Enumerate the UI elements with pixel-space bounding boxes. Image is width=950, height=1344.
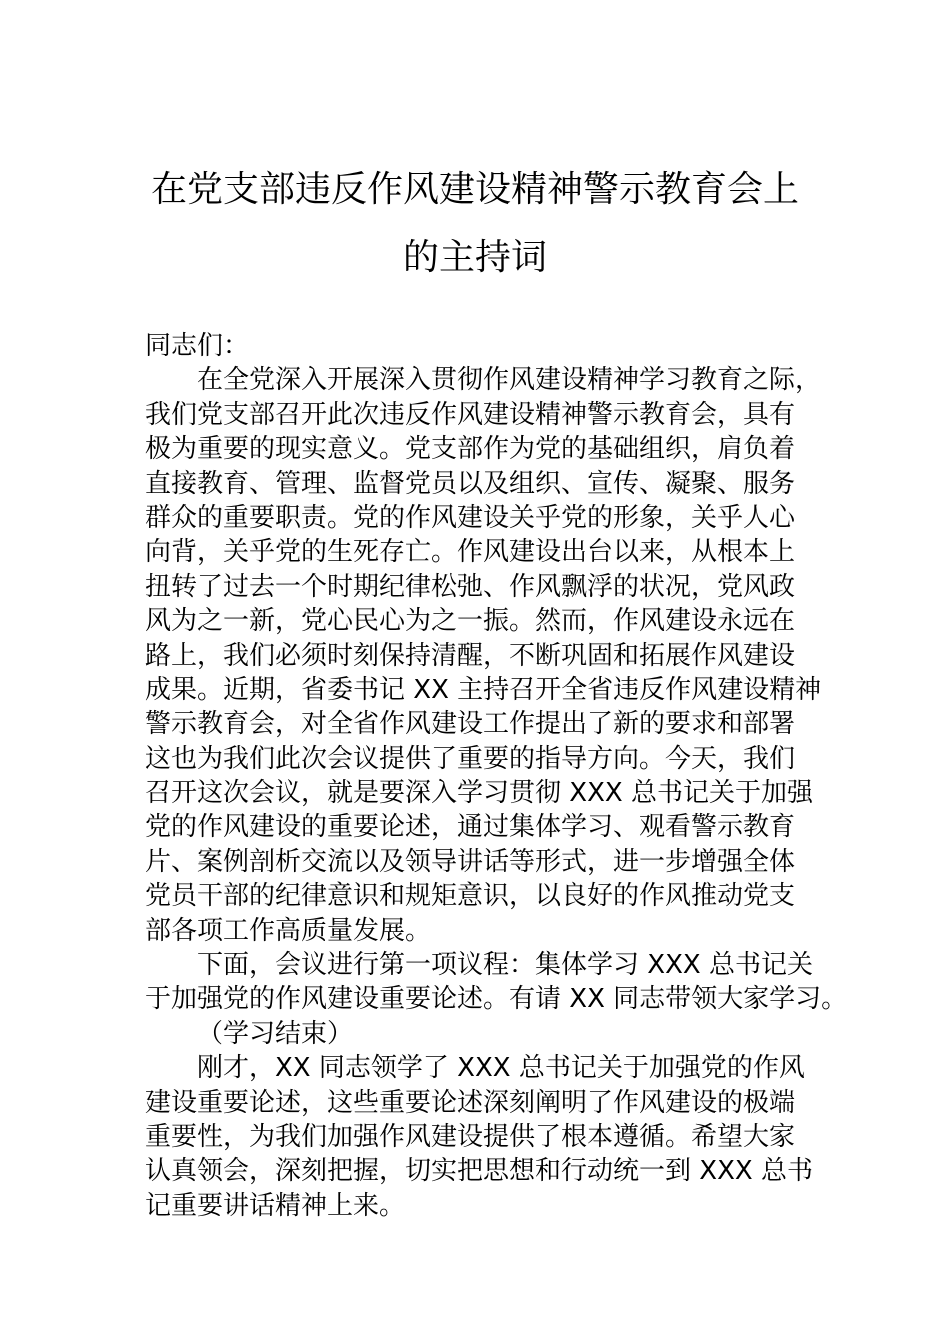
paragraph-line: 成果。近期，省委书记 XX 主持召开全省违反作风建设精神 (145, 674, 822, 705)
paragraph-line: 认真领会，深刻把握，切实把思想和行动统一到 XXX 总书 (145, 1156, 813, 1187)
paragraph-line: 警示教育会，对全省作风建设工作提出了新的要求和部署 (145, 709, 796, 740)
paragraph-line: 这也为我们此次会议提供了重要的指导方向。今天，我们 (145, 743, 796, 774)
paragraph-line: 建设重要论述，这些重要论述深刻阐明了作风建设的极端 (145, 1087, 796, 1118)
paragraph-line: 下面，会议进行第一项议程：集体学习 XXX 总书记关 (197, 950, 813, 981)
paragraph-line: 片、案例剖析交流以及领导讲话等形式，进一步增强全体 (145, 846, 796, 877)
paragraph-line: 于加强党的作风建设重要论述。有请 XX 同志带领大家学习。 (145, 984, 848, 1015)
paragraph-line: 党的作风建设的重要论述，通过集体学习、观看警示教育 (145, 812, 796, 843)
paragraph-line: 群众的重要职责。党的作风建设关乎党的形象，关乎人心 (145, 502, 796, 533)
document-body (145, 329, 848, 1223)
paragraph-3 (145, 1017, 835, 1051)
paragraph-line: 极为重要的现实意义。党支部作为党的基础组织，肩负着 (145, 434, 796, 465)
paragraph-line: 召开这次会议，就是要深入学习贯彻 XXX 总书记关于加强 (145, 778, 813, 809)
paragraph-line: 部各项工作高质量发展。 (145, 915, 432, 946)
paragraph-line: 重要性，为我们加强作风建设提供了根本遵循。希望大家 (145, 1121, 796, 1152)
paragraph-line: 在全党深入开展深入贯彻作风建设精神学习教育之际， (197, 365, 822, 396)
paragraph-line: 风为之一新，党心民心为之一振。然而，作风建设永远在 (145, 606, 796, 637)
salutation: 同志们： (145, 331, 250, 361)
paragraph-line: 向背，关乎党的生死存亡。作风建设出台以来，从根本上 (145, 537, 796, 568)
paragraph-line: 党员干部的纪律意识和规矩意识，以良好的作风推动党支 (145, 881, 796, 912)
document-title-line-1: 在党支部违反作风建设精神警示教育会上 (150, 169, 799, 210)
paragraph-line: 我们党支部召开此次违反作风建设精神警示教育会，具有 (145, 399, 796, 430)
paragraph-4 (145, 1051, 835, 1223)
paragraph-line: 路上，我们必须时刻保持清醒，不断巩固和拓展作风建设 (145, 640, 796, 671)
paragraph-line: 记重要讲话精神上来。 (145, 1190, 406, 1221)
paragraph-1 (145, 363, 835, 948)
paragraph-line: 直接教育、管理、监督党员以及组织、宣传、凝聚、服务 (145, 468, 796, 499)
paragraph-line: （学习结束） (197, 1018, 354, 1049)
paragraph-2 (145, 948, 848, 1017)
paragraph-line: 扭转了过去一个时期纪律松弛、作风飘浮的状况，党风政 (145, 571, 796, 602)
paragraph-line: 刚才，XX 同志领学了 XXX 总书记关于加强党的作风 (197, 1053, 805, 1084)
document-title-line-2: 的主持词 (402, 237, 547, 278)
